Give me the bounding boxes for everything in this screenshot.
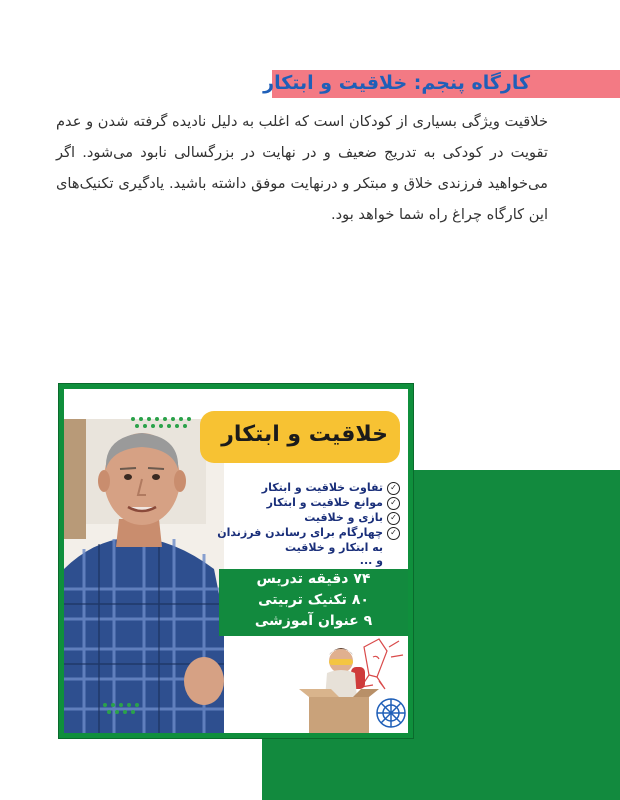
checklist-item: ✓ چهارگام برای رساندن فرزندان xyxy=(217,526,400,540)
poster-title: خلاقیت و ابتکار xyxy=(221,422,388,447)
section-heading xyxy=(263,70,620,98)
poster-title-badge xyxy=(200,411,400,463)
instructor-photo xyxy=(64,419,224,733)
topics-checklist xyxy=(217,481,400,567)
checklist-item: ✓ بازی و خلاقیت xyxy=(217,511,400,525)
stat-techniques: ۸۰ تکنیک تربیتی xyxy=(258,592,369,608)
checklist-item: ✓ تفاوت خلاقیت و ابتکار xyxy=(217,481,400,495)
heading-prefix: کارگاه پنجم: xyxy=(413,72,530,94)
stat-teaching-minutes: ۷۴ دقیقه تدریس xyxy=(256,571,371,587)
heading-title: خلاقیت و ابتکار xyxy=(263,72,408,94)
description-paragraph: خلاقیت ویژگی بسیاری از کودکان است که اغلب به دلیل نادیده گرفته شدن و عدم تقویت در کودکی به تدریج ضعیف و در نهایت در بزرگسالی نابود می‌شود. اگر می‌خواهید فرزندی خلاق و مبتکر و درنهایت موفق داشته باشید. یادگیری تکنیک‌های این کارگاه چراغ راه شما خواهد بود. xyxy=(56,113,548,223)
course-stats xyxy=(219,569,408,636)
dots-decoration-top xyxy=(130,415,192,429)
checklist-item-continuation: به ابتکار و خلاقیت xyxy=(285,541,383,554)
heading-text xyxy=(263,72,530,94)
stat-topics: ۹ عنوان آموزشی xyxy=(254,613,373,629)
check-icon: ✓ xyxy=(387,512,400,525)
check-icon: ✓ xyxy=(387,482,400,495)
kid-rocket-illustration xyxy=(269,637,408,733)
dots-decoration-bottom xyxy=(102,701,142,715)
checklist-item: ✓ موانع خلاقیت و ابتکار xyxy=(217,496,400,510)
poster-canvas xyxy=(64,389,408,733)
checklist-more: و ... xyxy=(359,554,383,567)
check-icon: ✓ xyxy=(387,527,400,540)
check-icon: ✓ xyxy=(387,497,400,510)
course-poster xyxy=(58,383,414,739)
